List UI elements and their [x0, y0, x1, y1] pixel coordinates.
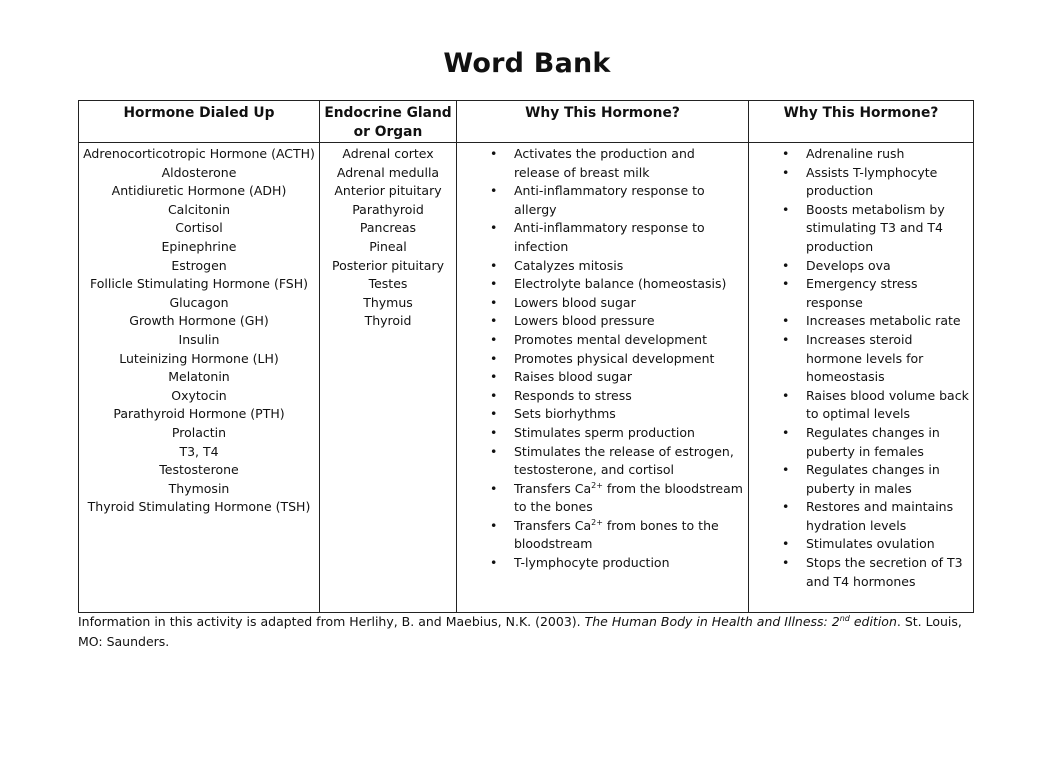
reason-item: • Increases metabolic rate — [749, 312, 973, 331]
hormone-item: Melatonin — [168, 369, 230, 385]
gland-item: Thymus — [363, 294, 413, 310]
reason-superscript: 2+ — [591, 480, 603, 490]
hormone-item: T3, T4 — [179, 443, 219, 459]
gland-item: Posterior pituitary — [331, 257, 445, 273]
page-title: Word Bank — [443, 48, 611, 79]
citation-title-text: The Human Body in Health and Illness: 2 — [584, 614, 840, 629]
table-body-row — [79, 143, 974, 613]
reason-item: • Assists T-lymphocyte production — [749, 164, 973, 201]
reason-text: from bones to the bloodstream — [514, 517, 719, 552]
gland-item: Pineal — [369, 238, 407, 254]
reason-item: • Stimulates sperm production — [457, 424, 748, 443]
hormone-item: Epinephrine — [161, 238, 237, 254]
reason-a-list — [457, 145, 748, 573]
reason-item: • Catalyzes mitosis — [457, 257, 748, 276]
table-header-row — [79, 101, 974, 143]
reason-item: • Develops ova — [749, 257, 973, 276]
reason-item: • Lowers blood pressure — [457, 312, 748, 331]
gland-item: Testes — [368, 276, 408, 292]
hormone-item: Oxytocin — [171, 387, 227, 403]
reason-item: • Regulates changes in puberty in males — [749, 461, 973, 498]
reason-item: • Anti-inflammatory response to infection — [457, 219, 748, 256]
citation-edition-sup: nd — [839, 614, 850, 623]
hormone-item: Antidiuretic Hormone (ADH) — [111, 183, 287, 199]
reason-item: • Activates the production and release of breast milk — [457, 145, 748, 182]
reason-item: • Lowers blood sugar — [457, 294, 748, 313]
reason-item: • Stimulates ovulation — [749, 535, 973, 554]
reason-item: • Emergency stress response — [749, 275, 973, 312]
reason-text: Transfers Ca — [514, 480, 592, 496]
gland-item: Adrenal cortex — [342, 146, 434, 161]
citation-footer — [78, 612, 978, 652]
reason-item: • Promotes physical development — [457, 350, 748, 369]
header-hormone: Hormone Dialed Up — [79, 101, 320, 143]
reason-superscript: 2+ — [591, 517, 603, 527]
reason-item — [457, 517, 748, 554]
header-why-2: Why This Hormone? — [749, 101, 974, 143]
reason-item: • Raises blood volume back to optimal levels — [749, 387, 973, 424]
citation-prefix: Information in this activity is adapted from Herlihy, B. and Maebius, N.K. (2003). — [78, 614, 585, 629]
hormone-list — [79, 145, 319, 517]
word-bank-table — [78, 100, 974, 613]
reason-item: • T-lymphocyte production — [457, 554, 748, 573]
gland-item: Anterior pituitary — [334, 183, 442, 199]
hormone-item: Glucagon — [169, 294, 229, 310]
hormone-item: Thyroid Stimulating Hormone (TSH) — [87, 499, 311, 515]
citation-book-title — [585, 614, 897, 629]
hormone-item: Prolactin — [171, 424, 227, 440]
reason-text: Transfers Ca — [514, 517, 592, 533]
reason-item — [457, 480, 748, 517]
hormone-item: Luteinizing Hormone (LH) — [119, 350, 279, 366]
citation-suffix: . St. Louis, MO: Saunders. — [78, 614, 962, 649]
gland-cell — [320, 143, 457, 613]
reason-item: • Increases steroid hormone levels for homeostasis — [749, 331, 973, 387]
hormone-cell — [79, 143, 320, 613]
reason-text: from the bloodstream to the bones — [514, 480, 743, 515]
header-gland: Endocrine Gland or Organ — [320, 101, 457, 143]
hormone-item: Follicle Stimulating Hormone (FSH) — [90, 276, 308, 292]
reason-item: • Stimulates the release of estrogen, testosterone, and cortisol — [457, 443, 748, 480]
reason-item: • Boosts metabolism by stimulating T3 and T4 production — [749, 201, 973, 257]
hormone-item: Thymosin — [168, 480, 230, 496]
gland-item: Thyroid — [364, 313, 412, 329]
header-why-1: Why This Hormone? — [457, 101, 749, 143]
reason-b-cell — [749, 143, 974, 613]
reason-item: • Stops the secretion of T3 and T4 hormones — [749, 554, 973, 591]
hormone-item: Aldosterone — [161, 164, 237, 180]
hormone-item: Cortisol — [175, 220, 223, 236]
hormone-item: Testosterone — [159, 462, 239, 478]
reason-item: • Promotes mental development — [457, 331, 748, 350]
hormone-item: Insulin — [178, 331, 220, 347]
hormone-item: Calcitonin — [167, 201, 231, 217]
gland-item: Pancreas — [359, 220, 417, 236]
reason-b-list — [749, 145, 973, 591]
gland-list — [320, 145, 456, 331]
reason-item: • Anti-inflammatory response to allergy — [457, 182, 748, 219]
reason-item: • Sets biorhythms — [457, 405, 748, 424]
reason-item: • Regulates changes in puberty in females — [749, 424, 973, 461]
hormone-item: Adrenocorticotropic Hormone (ACTH) — [83, 146, 315, 161]
gland-item: Adrenal medulla — [336, 164, 440, 180]
reason-item: • Adrenaline rush — [749, 145, 973, 164]
reason-item: • Responds to stress — [457, 387, 748, 406]
citation-edition-word: edition — [849, 614, 897, 629]
reason-item: • Restores and maintains hydration levels — [749, 498, 973, 535]
gland-item: Parathyroid — [352, 201, 424, 217]
hormone-item: Parathyroid Hormone (PTH) — [113, 406, 285, 422]
hormone-item: Estrogen — [171, 257, 227, 273]
reason-item: • Electrolyte balance (homeostasis) — [457, 275, 748, 294]
hormone-item: Growth Hormone (GH) — [129, 313, 269, 329]
reason-item: • Raises blood sugar — [457, 368, 748, 387]
reason-a-cell — [457, 143, 749, 613]
